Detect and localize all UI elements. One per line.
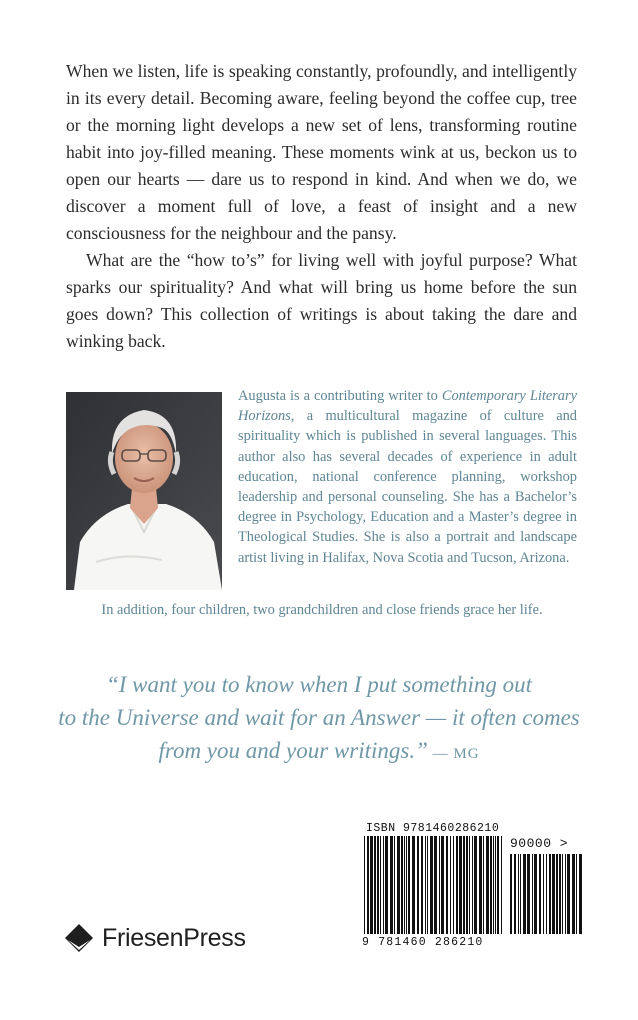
- barcode-bar: [441, 836, 444, 934]
- barcode-bar: [474, 836, 477, 934]
- magazine-title: Contemporary Literary Horizons: [238, 388, 577, 425]
- barcode-bar: [463, 836, 465, 934]
- barcode-bar: [446, 836, 448, 934]
- barcode-bar: [450, 836, 451, 934]
- barcode-bar: [380, 836, 381, 934]
- barcode-bar: [534, 854, 537, 934]
- barcode-bar: [390, 836, 393, 934]
- testimonial-quote: [40, 668, 598, 771]
- barcode-bar: [397, 836, 400, 934]
- friesenpress-diamond-icon: [64, 923, 94, 953]
- quote-line-3: [40, 734, 598, 771]
- blurb-paragraph-2: What are the “how to’s” for living well with joyful purpose? What sparks our spirituality? And what will bring us home before the sun goes down? This collection of writings is about taking the dare and winking back.: [66, 250, 577, 351]
- barcode-bar: [543, 854, 544, 934]
- barcode-bar: [518, 854, 519, 934]
- author-bio-rest: , a multicultural magazine of culture and spirituality which is published in several languages. This author also has several decades of experience in adult education, national conference planning, workshop leadership and personal counseling. She has a Bachelor’s degree in Psychology, Education and a Master’s degree in Theological Studies. She is also a portrait and landscape artist living in Halifax, Nova Scotia and Tucson, Arizona.: [238, 408, 577, 566]
- author-bio-extra: In addition, four children, two grandchildren and close friends grace her life.: [101, 602, 543, 618]
- barcode-bar: [472, 836, 473, 934]
- publisher-logo: [64, 918, 246, 958]
- barcode-bar: [556, 854, 558, 934]
- barcode-bar: [510, 854, 512, 934]
- barcode-bar: [497, 836, 499, 934]
- barcode-bar: [401, 836, 403, 934]
- barcode-bar: [459, 836, 462, 934]
- author-photo: [66, 392, 222, 590]
- barcode-bar: [546, 854, 547, 934]
- barcode-bar: [559, 854, 561, 934]
- barcode-bar: [579, 854, 582, 934]
- barcode-bar: [421, 836, 423, 934]
- blurb-paragraph-1: When we listen, life is speaking constantly, profoundly, and intelligently in its every detail. Becoming aware, feeling beyond the coffee cup, tree or the morning light develops a new set of lens, transforming routine habit into joy-filled meaning. These moments wink at us, beckon us to open our hearts — dare us to respond in kind. And when we do, we discover a moment full of love, a feast of insight and a new consciousness for the neighbour and the pansy.: [66, 61, 577, 243]
- quote-line-3-text: from you and your writings.”: [158, 738, 428, 763]
- barcode-bar: [493, 836, 494, 934]
- barcode-bar: [520, 854, 521, 934]
- barcode-bar: [514, 854, 516, 934]
- barcode-bar: [576, 854, 577, 934]
- author-bio-intro: Augusta is a contributing writer to: [238, 388, 442, 404]
- barcode-bar: [364, 836, 365, 934]
- barcode-bar: [490, 836, 492, 934]
- barcode-bar: [562, 854, 563, 934]
- barcode-bar: [456, 836, 458, 934]
- barcode-bar: [367, 836, 369, 934]
- barcode-bar: [453, 836, 454, 934]
- barcode-bar: [374, 836, 376, 934]
- barcode-bar: [501, 836, 502, 934]
- barcode-bar: [483, 836, 484, 934]
- barcode-bar: [565, 854, 566, 934]
- barcode-bar: [486, 836, 489, 934]
- barcode-bar: [532, 854, 533, 934]
- author-bio: [238, 386, 577, 568]
- author-portrait-image: [66, 392, 222, 590]
- barcode-bar: [427, 836, 428, 934]
- barcode-bar: [412, 836, 415, 934]
- barcode-number: 9 781460 286210: [362, 936, 484, 949]
- isbn-barcode: [360, 818, 590, 954]
- barcode-bar: [439, 836, 440, 934]
- barcode-bar: [370, 836, 373, 934]
- barcode-bar: [385, 836, 388, 934]
- barcode-bar: [539, 854, 541, 934]
- barcode-bar: [549, 854, 551, 934]
- quote-line-2: to the Universe and wait for an Answer — it often comes: [58, 705, 580, 730]
- barcode-bar: [523, 854, 526, 934]
- isbn-label: ISBN 9781460286210: [366, 822, 500, 835]
- barcode-bar: [406, 836, 407, 934]
- barcode-bar: [434, 836, 437, 934]
- barcode-bar: [377, 836, 379, 934]
- barcode-bar: [572, 854, 575, 934]
- quote-line-1: “I want you to know when I put something out: [105, 672, 533, 697]
- barcode-bar: [417, 836, 419, 934]
- barcode-bar: [495, 836, 496, 934]
- quote-attribution: — MG: [427, 746, 480, 762]
- barcode-bar: [567, 854, 570, 934]
- barcode-bar: [425, 836, 426, 934]
- barcode-bar: [430, 836, 433, 934]
- barcode-bar: [527, 854, 530, 934]
- barcode-bar: [383, 836, 384, 934]
- publisher-name: FriesenPress: [102, 923, 246, 952]
- barcode-bar: [466, 836, 468, 934]
- barcode-bar: [394, 836, 395, 934]
- barcode-bar: [469, 836, 470, 934]
- barcode-bar: [404, 836, 405, 934]
- back-cover-blurb: [66, 58, 577, 355]
- barcode-bar: [552, 854, 555, 934]
- barcode-bar: [479, 836, 482, 934]
- barcode-addon-price: 90000 >: [510, 836, 569, 851]
- barcode-bar: [408, 836, 410, 934]
